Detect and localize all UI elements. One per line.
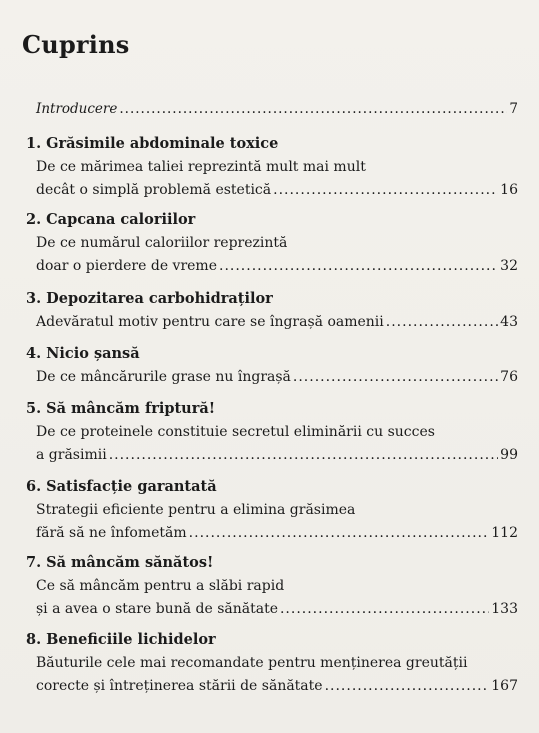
toc-page-number: 32 — [500, 258, 518, 274]
chapter-subtitle-line: De ce numărul caloriilor reprezintă — [36, 235, 288, 251]
chapter-subtitle-text: și a avea o stare bună de sănătate — [36, 601, 278, 617]
dot-leader — [109, 444, 498, 467]
chapter-title-text: Grăsimile abdominale toxice — [46, 135, 279, 152]
dot-leader — [119, 101, 507, 117]
chapter-subtitle-last-line — [36, 366, 518, 389]
chapter-subtitle-last-line — [36, 675, 518, 698]
toc-page-number: 99 — [500, 447, 518, 463]
toc-chapter-6 — [26, 475, 518, 545]
toc-chapter-1 — [26, 132, 518, 202]
chapter-title — [26, 287, 518, 311]
chapter-subtitle-last-line — [36, 444, 518, 467]
chapter-subtitle-text: decât o simplă problemă estetică — [36, 182, 272, 198]
toc-chapter-3 — [26, 287, 518, 334]
chapter-title — [26, 628, 518, 652]
dot-leader — [325, 675, 490, 698]
chapter-subtitle-line: De ce proteinele constituie secretul eliminării cu succes — [36, 424, 435, 440]
toc-entry-label: Introducere — [36, 101, 118, 117]
chapter-title-text: Nicio șansă — [46, 345, 140, 362]
chapter-subtitle — [36, 575, 518, 621]
chapter-subtitle — [36, 421, 518, 467]
dot-leader — [189, 522, 490, 545]
toc-page-number: 112 — [491, 525, 518, 541]
toc-entry-introduction — [36, 101, 518, 117]
toc-page-number: 16 — [500, 182, 518, 198]
chapter-title-text: Să mâncăm sănătos! — [46, 554, 214, 571]
chapter-subtitle-last-line — [36, 179, 518, 202]
chapter-subtitle — [36, 311, 518, 334]
chapter-subtitle-line: De ce mărimea taliei reprezintă mult mai mult — [36, 159, 366, 175]
toc-chapter-4 — [26, 342, 518, 389]
chapter-subtitle-text: a grăsimii — [36, 447, 107, 463]
dot-leader — [293, 366, 498, 389]
chapter-subtitle-text: De ce mâncărurile grase nu îngrașă — [36, 369, 291, 385]
page-title: Cuprins — [22, 30, 130, 59]
chapter-number: 4. — [26, 345, 42, 362]
chapter-number: 1. — [26, 135, 42, 152]
dot-leader — [386, 311, 498, 334]
chapter-title — [26, 475, 518, 499]
toc-page-number: 76 — [500, 369, 518, 385]
chapter-subtitle-last-line — [36, 598, 518, 621]
chapter-subtitle-last-line — [36, 522, 518, 545]
chapter-subtitle-text: fără să ne înfometăm — [36, 525, 187, 541]
toc-page-number: 133 — [491, 601, 518, 617]
chapter-number: 2. — [26, 211, 42, 228]
toc-page-number: 43 — [500, 314, 518, 330]
toc-chapter-5 — [26, 397, 518, 467]
chapter-title — [26, 397, 518, 421]
chapter-subtitle-text: Adevăratul motiv pentru care se îngrașă oamenii — [36, 314, 384, 330]
chapter-number: 7. — [26, 554, 42, 571]
chapter-subtitle-last-line — [36, 255, 518, 278]
chapter-subtitle-line: Băuturile cele mai recomandate pentru menținerea greutății — [36, 655, 468, 671]
chapter-subtitle — [36, 232, 518, 278]
chapter-subtitle-text: doar o pierdere de vreme — [36, 258, 217, 274]
chapter-title — [26, 551, 518, 575]
chapter-subtitle — [36, 156, 518, 202]
toc-page-number: 7 — [509, 101, 518, 117]
chapter-number: 8. — [26, 631, 42, 648]
chapter-title-text: Beneficiile lichidelor — [46, 631, 216, 648]
toc-chapter-2 — [26, 208, 518, 278]
chapter-subtitle — [36, 499, 518, 545]
chapter-subtitle-text: corecte și întreținerea stării de sănătate — [36, 678, 323, 694]
toc-page-number: 167 — [491, 678, 518, 694]
dot-leader — [280, 598, 489, 621]
toc-chapter-8 — [26, 628, 518, 698]
chapter-number: 5. — [26, 400, 42, 417]
chapter-title-text: Depozitarea carbohidraților — [46, 290, 273, 307]
chapter-number: 3. — [26, 290, 42, 307]
chapter-title — [26, 132, 518, 156]
dot-leader — [219, 255, 498, 278]
chapter-subtitle-last-line — [36, 311, 518, 334]
chapter-title-text: Satisfacție garantată — [46, 478, 217, 495]
chapter-subtitle-line: Strategii eficiente pentru a elimina grăsimea — [36, 502, 356, 518]
chapter-title-text: Să mâncăm friptură! — [46, 400, 216, 417]
dot-leader — [273, 179, 498, 202]
chapter-title — [26, 342, 518, 366]
chapter-subtitle — [36, 366, 518, 389]
chapter-subtitle — [36, 652, 518, 698]
chapter-title — [26, 208, 518, 232]
chapter-title-text: Capcana caloriilor — [46, 211, 196, 228]
toc-chapter-7 — [26, 551, 518, 621]
chapter-number: 6. — [26, 478, 42, 495]
chapter-subtitle-line: Ce să mâncăm pentru a slăbi rapid — [36, 578, 285, 594]
